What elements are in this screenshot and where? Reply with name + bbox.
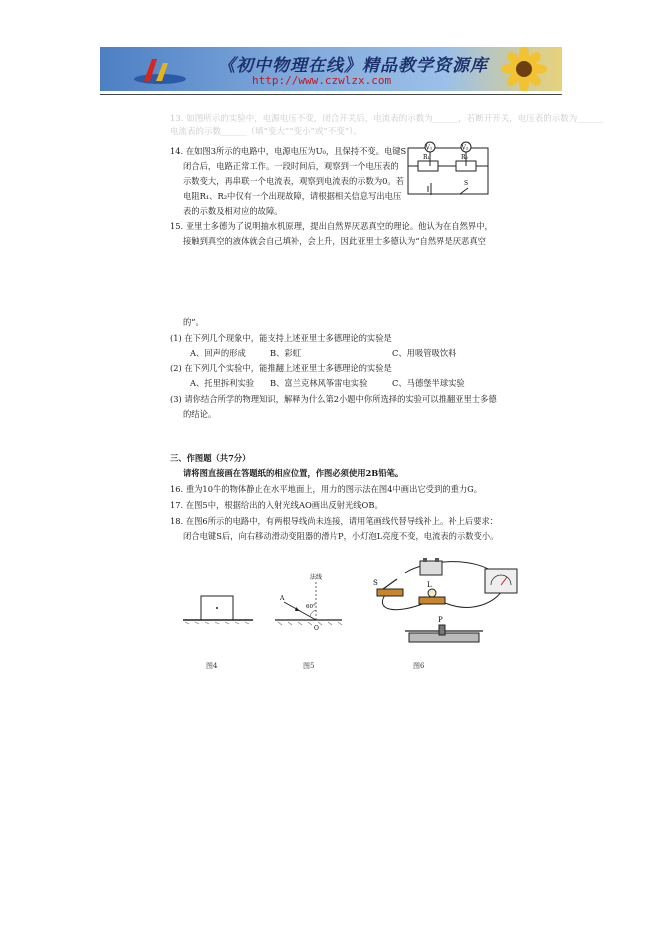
figure-3-circuit: [400, 138, 495, 200]
slider-p-label: P: [438, 616, 443, 624]
point-o-label: O: [314, 625, 319, 632]
v2-label: V₂: [461, 144, 469, 152]
q14-line: 电阻R₁、R₂中仅有一个出现故障，请根据相关信息写出电压: [183, 191, 402, 201]
header-rule: [100, 94, 562, 95]
r1-label: R₁: [423, 154, 430, 161]
figure-6: [365, 555, 525, 655]
q16-line: 16. 重为10牛的物体静止在水平地面上，用力的图示法在图4中画出它受到的重力G。: [170, 484, 483, 494]
q18-line: 18. 在图6所示的电路中，有两根导线尚未连接，请用笔画线代替导线补上。补上后要求：: [170, 516, 499, 526]
q14-line: 闭合后，电路正常工作。一段时间后，观察到一个电压表的: [183, 161, 399, 171]
header-banner: [100, 47, 562, 91]
site-logo-icon: [130, 53, 190, 87]
r2-label: R₂: [461, 154, 468, 161]
figure-4-caption: 图4: [206, 662, 218, 670]
section-heading: 三、作图题（共7分）: [170, 453, 251, 463]
q14-line: 示数变大，再串联一个电流表，观察到电流表的示数为0。若: [183, 176, 404, 186]
q15-sub1: (1) 在下列几个现象中，能支持上述亚里士多德理论的实验是: [170, 333, 392, 343]
q18-line: 闭合电键S后，向右移动滑动变阻器的滑片P，小灯泡L亮度不变，电流表的示数变小。: [183, 531, 499, 541]
q15-option: A、回声的形成: [190, 348, 246, 358]
figure-5: [270, 572, 345, 634]
q15-line: 接触到真空的液体就会自己填补，会上升，因此亚里士多德认为“自然界是厌恶真空: [183, 236, 486, 246]
q15-sub3-tail: 的结论。: [183, 409, 217, 419]
figure-6-caption: 图6: [413, 662, 425, 670]
lamp-l-label: L: [427, 581, 432, 589]
section-note: 请将图直接画在答题纸的相应位置，作图必须使用2B铅笔。: [183, 468, 404, 478]
q15-line: 15. 亚里士多德为了说明抽水机原理，提出自然界厌恶真空的理论。他认为在自然界中，: [170, 221, 493, 231]
q15-tail: 的”。: [183, 317, 204, 327]
figure-5-caption: 图5: [303, 662, 315, 670]
faint-line: 电流表的示数______（填“变大”“变小”或“不变”）。: [170, 127, 362, 137]
q14-line: 14. 在如图3所示的电路中，电源电压为U₀，且保持不变。电键S: [170, 146, 407, 156]
q15-option: C、马德堡半球实验: [392, 378, 465, 388]
switch-s-label: S: [373, 579, 378, 587]
point-a-label: A: [280, 595, 285, 602]
sunflower-icon: [494, 47, 554, 91]
banner-url[interactable]: http://www.czwlzx.com: [252, 74, 392, 87]
faint-line: 13. 如图所示的实验中，电源电压不变，闭合开关后，电流表的示数为______，若断开开关，电压表的示数为______: [170, 114, 603, 124]
q15-option: C、用吸管吸饮料: [392, 348, 457, 358]
banner-title: 《初中物理在线》精品教学资源库: [218, 56, 488, 76]
q15-option: B、彩虹: [270, 348, 301, 358]
figure-4: [183, 588, 253, 628]
q15-sub2: (2) 在下列几个实验中，能推翻上述亚里士多德理论的实验是: [170, 363, 392, 373]
q15-option: A、托里拆利实验: [190, 378, 255, 388]
angle-label: 60°: [306, 604, 316, 610]
switch-label: S: [464, 180, 469, 187]
q17-line: 17. 在图5中，根据给出的入射光线AO画出反射光线OB。: [170, 500, 383, 510]
q15-sub3: (3) 请你结合所学的物理知识，解释为什么第2小题中你所选择的实验可以推翻亚里士多德: [170, 394, 497, 404]
v1-label: V₁: [425, 144, 433, 152]
q14-line: 表的示数及相对应的故障。: [183, 206, 283, 216]
q15-option: B、富兰克林风筝雷电实验: [270, 378, 368, 388]
normal-label: 法线: [310, 574, 323, 581]
